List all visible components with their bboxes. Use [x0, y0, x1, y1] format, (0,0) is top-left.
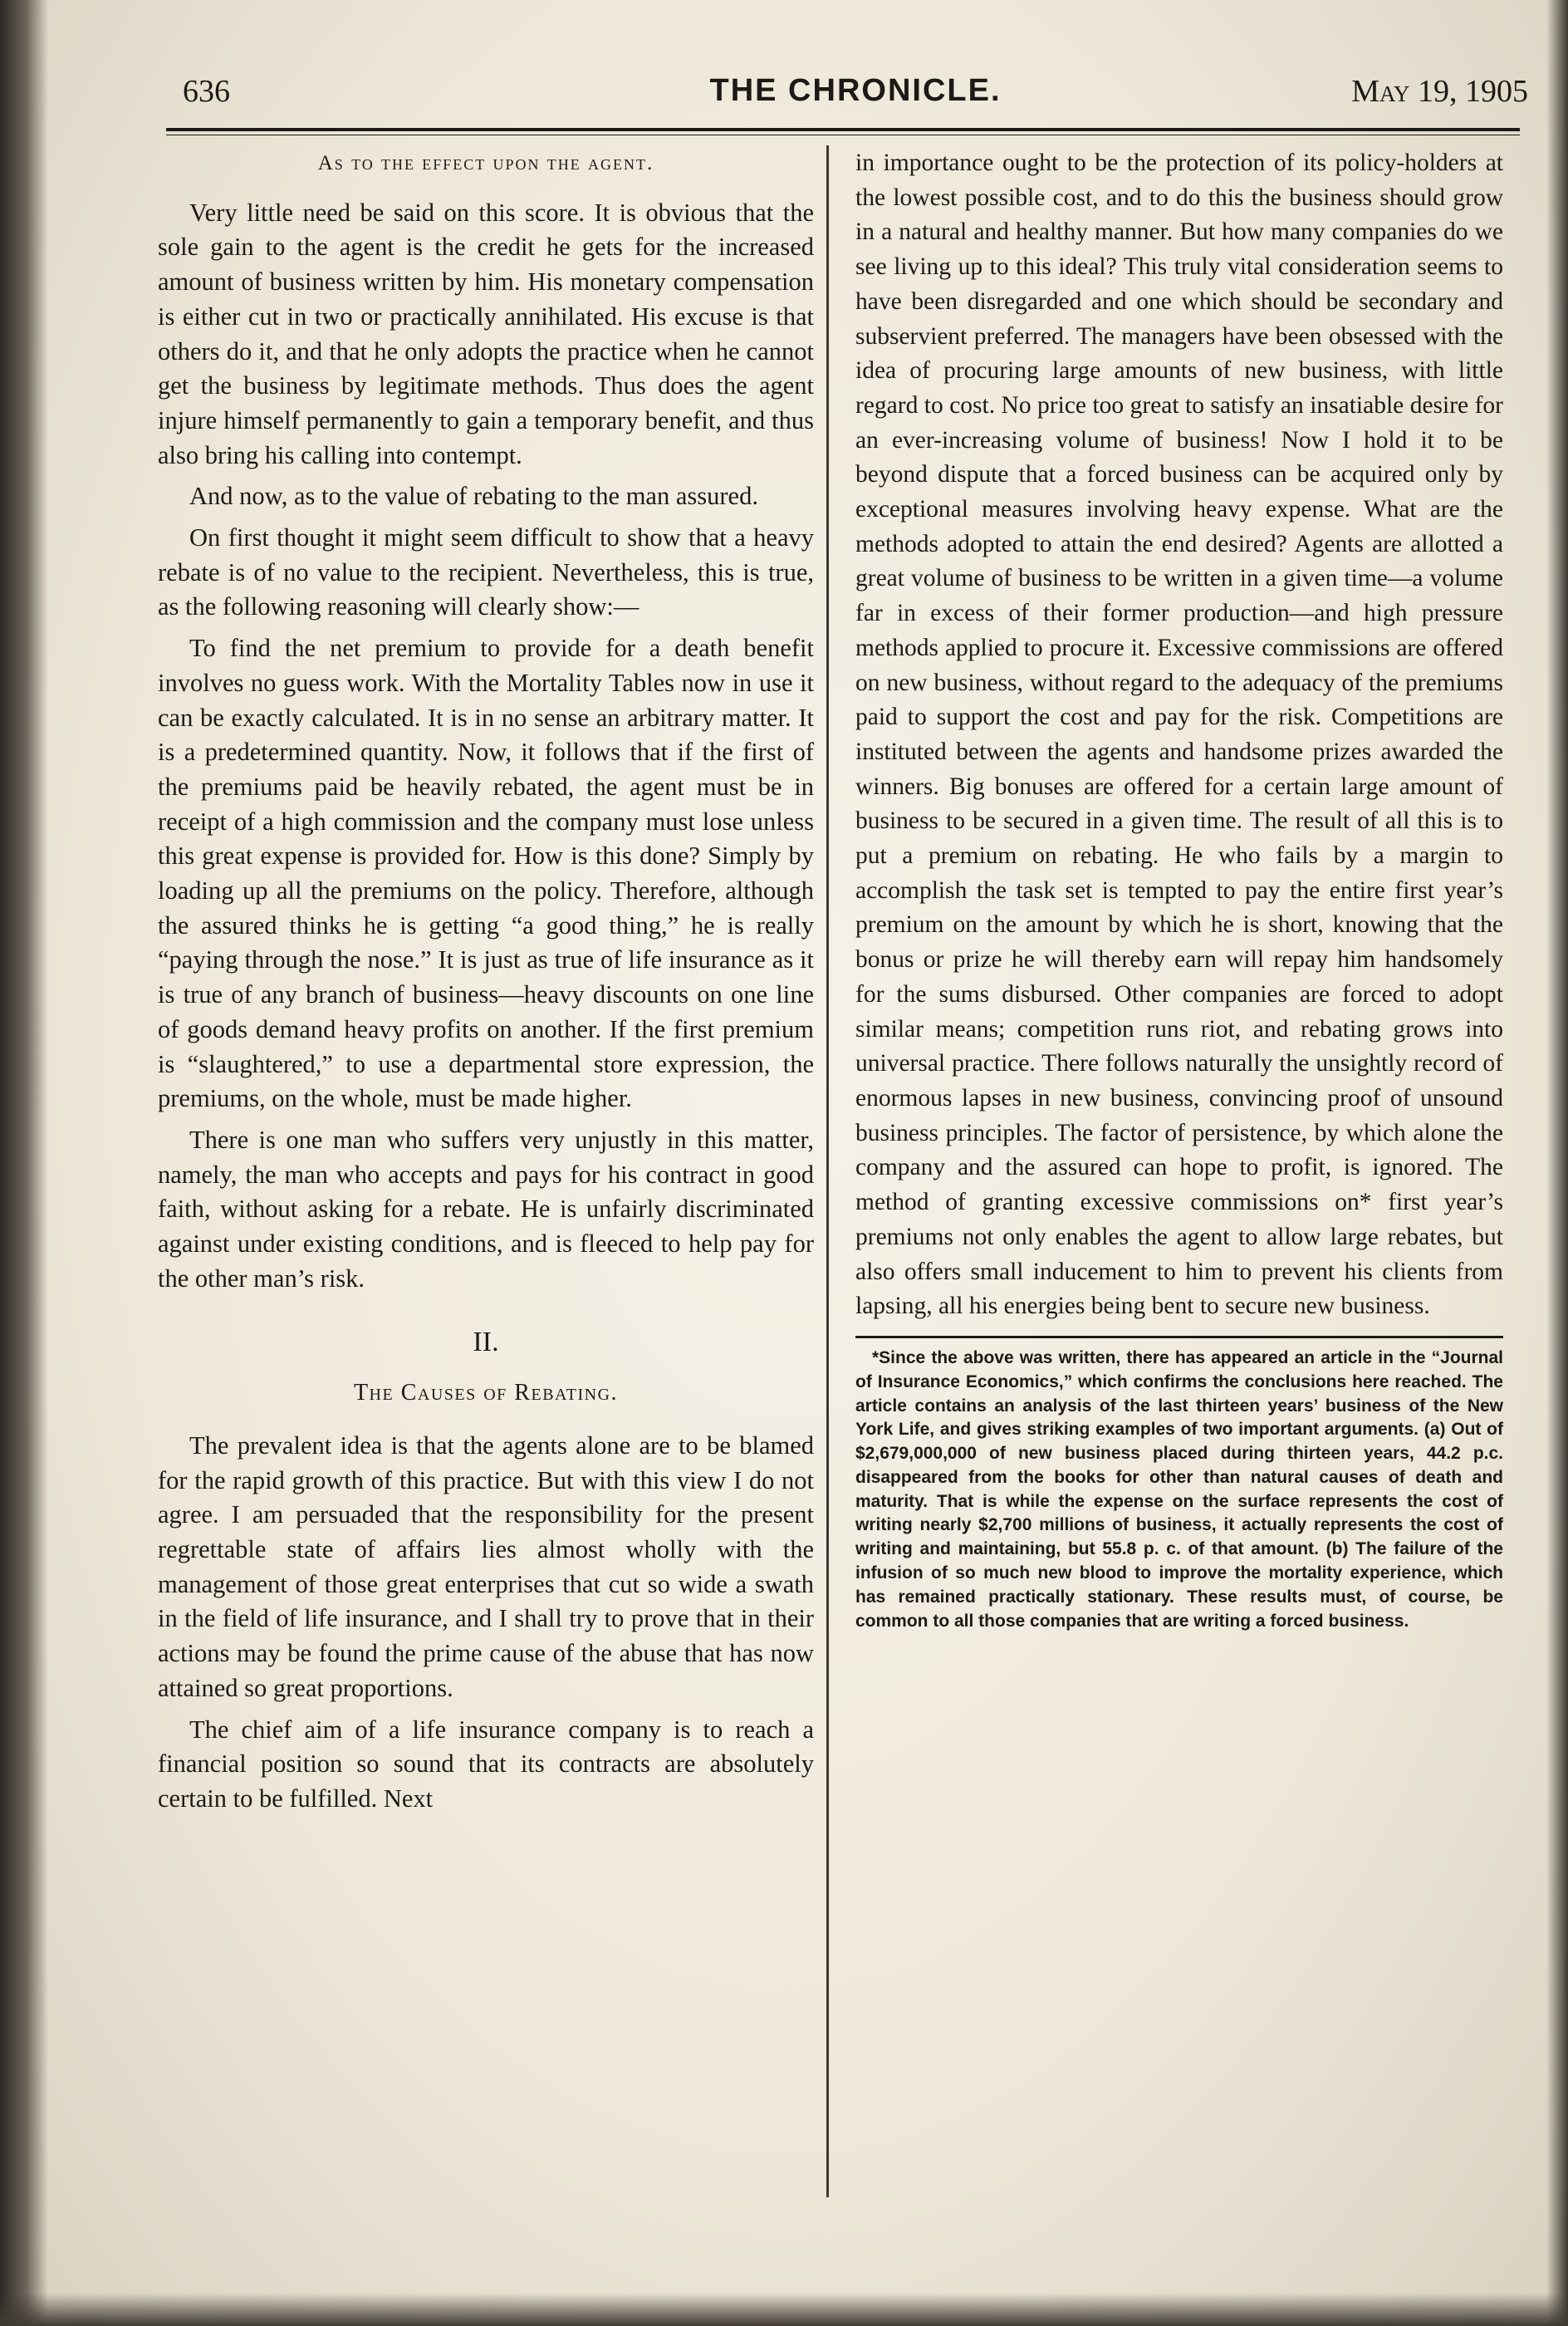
- section-numeral: II.: [473, 1326, 499, 1357]
- issue-date: May 19, 1905: [1351, 74, 1528, 109]
- footnote: *Since the above was written, there has appeared an article in the “Journal of Insurance Economics,” which confirms the conclusions here reached. The article contains an analysis of the last thirteen years’ business of the New York Life, and gives striking examples of two important arguments. (a) Out of $2,679,000,000 of new business placed during thirteen years, 44.2 p.c. disappeared from the books for other than natural causes of death and maturity. That is while the expense on the surface represents the cost of writing nearly $2,700 millions of business, it actually represents the cost of writing and maintaining, but 55.8 p. c. of that amount. (b) The failure of the infusion of so much new blood to improve the mortality experience, which has remained practically stationary. These results must, of course, be common to all those companies that are writing a forced business.: [855, 1347, 1503, 1631]
- paragraph: The prevalent idea is that the agents alone are to be blamed for the rapid growth of this practice. But with this view I do not agree. I am persuaded that the responsibility for the present regrettable state of affairs lies almost wholly with the management of those great enterprises that cut so wide a swath in the field of life insurance, and I shall try to prove that in their actions may be found the prime cause of the abuse that has now attained so great proportions.: [158, 1430, 814, 1702]
- scan-shadow-bottom: [0, 2293, 1568, 2326]
- column-divider: [826, 145, 829, 2197]
- paragraph: To find the net premium to provide for a death benefit involves no guess work. With the Mortality Tables now in use it can be exactly calculated. It is in no sense an arbitrary matter. It is a predetermined quantity. Now, it follows that if the first of the premiums paid be heavily rebated, the agent must be in receipt of a high commission and the company must lose unless this great expense is provided for. How is this done? Simply by loading up all the premiums on the policy. Therefore, although the assured thinks he is getting “a good thing,” he is really “paying through the nose.” It is just as true of life insurance as it is true of any branch of business—heavy discounts on one line of goods demand heavy profits on another. If the first premium is “slaughtered,” to use a departmental store expression, the premiums, on the whole, must be made higher.: [158, 634, 814, 1113]
- paragraph: And now, as to the value of rebating to the man assured.: [189, 482, 758, 511]
- section-heading-agent-effect: As to the effect upon the agent.: [317, 152, 654, 174]
- paragraph: There is one man who suffers very unjustly in this matter, namely, the man who accepts and pays for his contract in good faith, without asking for a rebate. He is unfairly discriminated against under existing conditions, and is fleeced to help pay for the other man’s risk.: [158, 1125, 814, 1293]
- journal-title: THE CHRONICLE.: [709, 73, 1002, 108]
- page-header: [183, 73, 1528, 123]
- paragraph-continued: in importance ought to be the protection of its policy-holders at the lowest possible cost, and to do this the business should grow in a natural and healthy manner. But how many companies do we see living up to this ideal? This truly vital consideration seems to have been disregarded and one which should be secondary and subservient preferred. The managers have been obsessed with the idea of procuring large amounts of new business, with little regard to cost. No price too great to satisfy an insatiable desire for an ever-increasing volume of business! Now I hold it to be beyond dispute that a forced business can be acquired only by exceptional measures involving heavy expense. What are the methods adopted to attain the end desired? Agents are allotted a great volume of business to be written in a given time—a volume far in excess of their former production—and high pressure methods applied to procure it. Excessive commissions are offered on new business, without regard to the adequacy of the premiums paid to support the cost and pay for the risk. Competitions are instituted between the agents and handsome prizes awarded the winners. Big bonuses are offered for a certain large amount of business to be secured in a given time. The result of all this is to put a premium on rebating. He who fails by a margin to accomplish the task set is tempted to pay the entire first year’s premium on the amount by which he is short, knowing that the bonus or prize he will thereby earn will repay him handsomely for the sums disbursed. Other companies are forced to adopt similar means; competition runs riot, and rebating grows into universal practice. There follows naturally the unsightly record of enormous lapses in new business, convincing proof of unsound business principles. The factor of persistence, by which alone the company and the assured can hope to profit, is ignored. The method of granting excessive commissions on* first year’s premiums not only enables the agent to allow large rebates, but also offers small inducement to him to prevent his clients from lapsing, all his energies being bent to secure new business.: [855, 150, 1503, 1320]
- right-column: [855, 146, 1503, 1633]
- scan-shadow-left: [0, 0, 48, 2326]
- scan-shadow-right: [1546, 0, 1568, 2326]
- page-number: 636: [183, 74, 230, 109]
- paragraph: Very little need be said on this score. It is obvious that the sole gain to the agent is the credit he gets for the increased amount of business written by him. His monetary compensation is either cut in two or practically annihilated. His excuse is that others do it, and that he only adopts the practice when he cannot get the business by legitimate methods. Thus does the agent injure himself permanently to gain a temporary benefit, and thus also bring his calling into contempt.: [158, 198, 814, 469]
- paragraph: The chief aim of a life insurance company is to reach a financial position so sound that its contracts are absolutely certain to be fulfilled. Next: [158, 1715, 814, 1813]
- left-column: [158, 146, 814, 1823]
- paragraph: On first thought it might seem difficult to show that a heavy rebate is of no value to the recipient. Nevertheless, this is true, as the following reasoning will clearly show:—: [158, 523, 814, 621]
- footnote-rule: [855, 1336, 1503, 1338]
- section-heading-causes: The Causes of Rebating.: [353, 1380, 619, 1406]
- header-rule: [166, 128, 1520, 131]
